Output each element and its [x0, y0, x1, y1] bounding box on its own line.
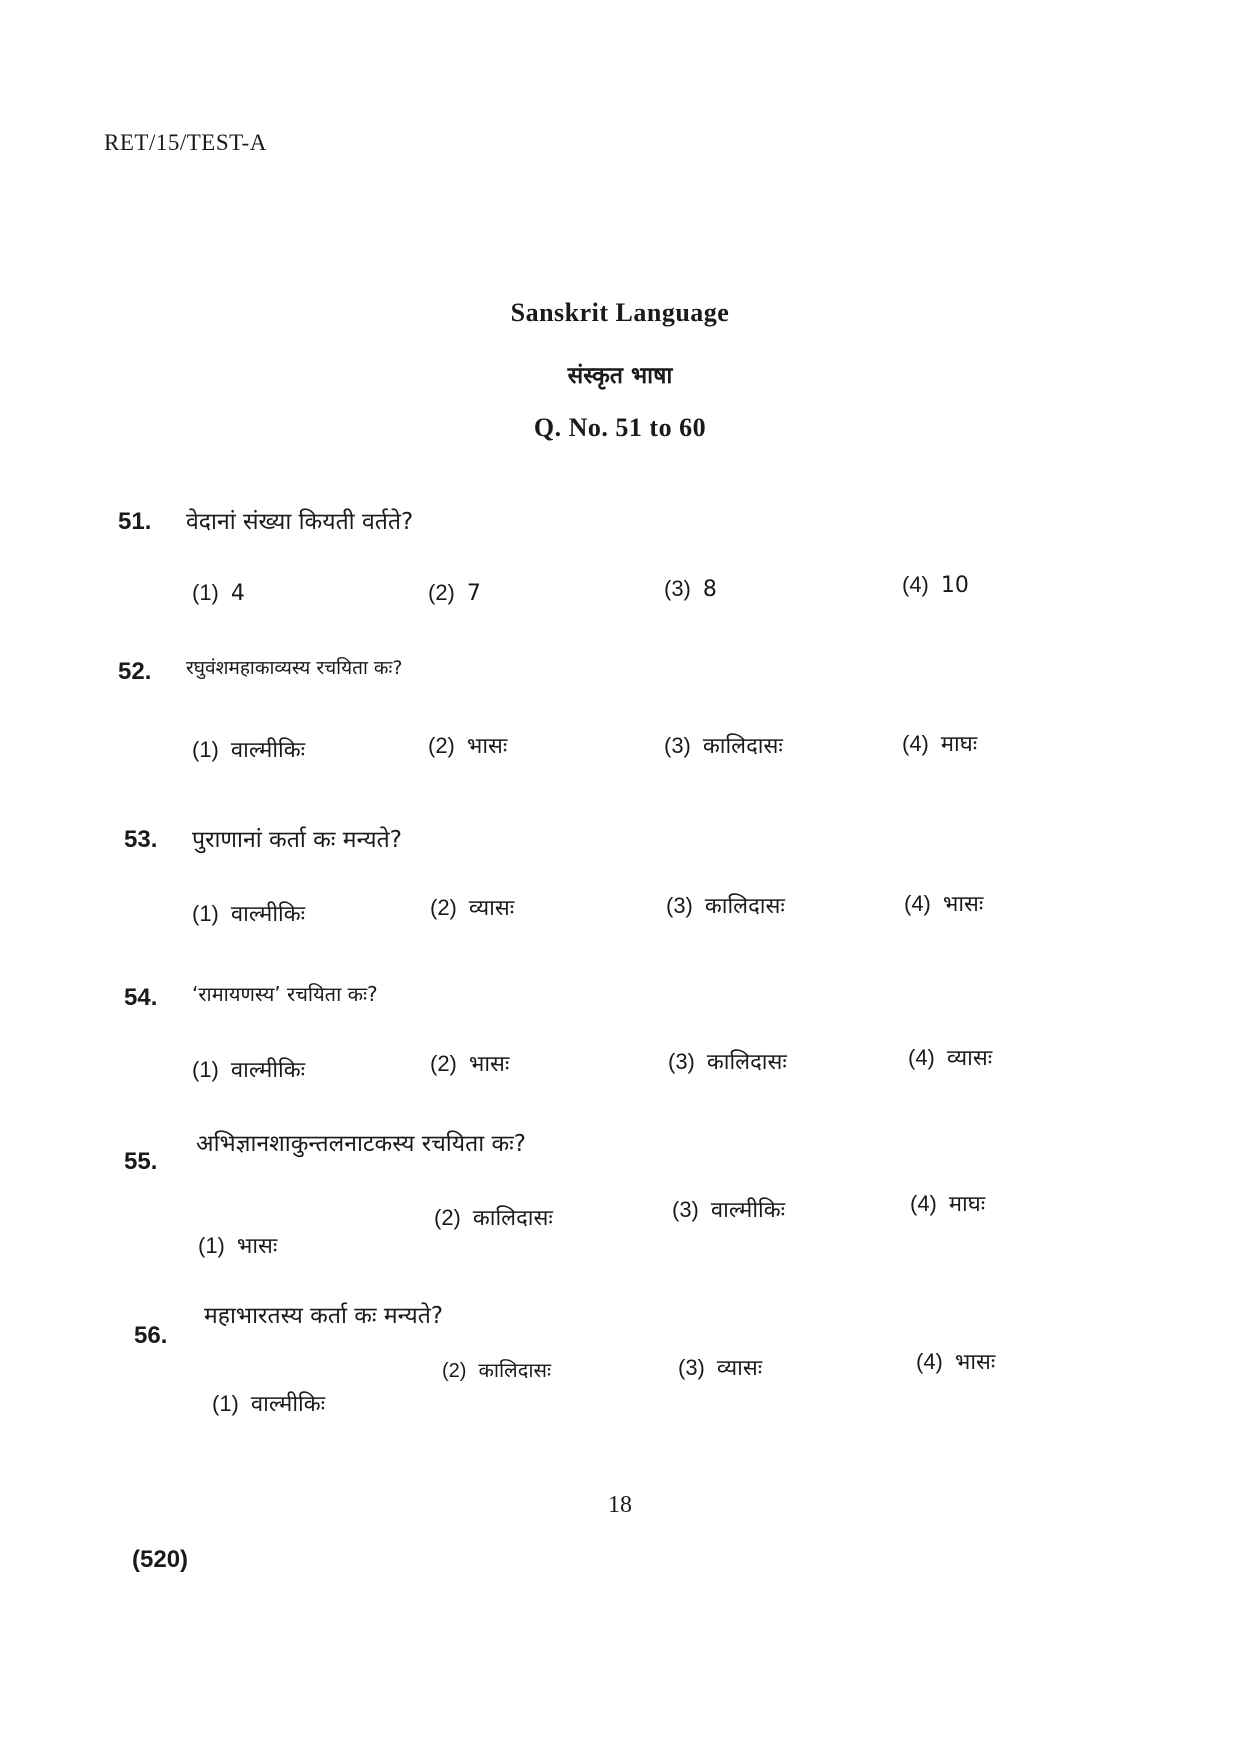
option-1[interactable]: (1) वाल्मीकिः	[192, 1057, 306, 1083]
question-text: पुराणानां कर्ता कः मन्यते?	[192, 827, 402, 853]
question-number: 52.	[118, 658, 152, 685]
question-range: Q. No. 51 to 60	[533, 413, 707, 442]
option-3[interactable]: (3) व्यासः	[678, 1355, 763, 1381]
question-text: ‘रामायणस्य’ रचयिता कः?	[192, 982, 378, 1006]
question-text: अभिज्ञानशाकुन्तलनाटकस्य रचयिता कः?	[196, 1131, 526, 1157]
option-4[interactable]: (4) 10	[902, 572, 969, 598]
option-1[interactable]: (1) वाल्मीकिः	[212, 1391, 326, 1417]
question-number: 53.	[124, 826, 158, 853]
page-number: 18	[608, 1492, 632, 1518]
option-4[interactable]: (4) भासः	[916, 1349, 996, 1375]
section-title-english: Sanskrit Language	[510, 298, 730, 327]
option-2[interactable]: (2) 7	[428, 580, 481, 606]
option-1[interactable]: (1) भासः	[198, 1233, 278, 1259]
option-3[interactable]: (3) 8	[664, 576, 717, 602]
option-3[interactable]: (3) कालिदासः	[666, 893, 785, 919]
paper-code: RET/15/TEST-A	[104, 130, 267, 155]
option-3[interactable]: (3) कालिदासः	[668, 1049, 787, 1075]
section-title-sanskrit: संस्कृत भाषा	[567, 363, 673, 389]
option-2[interactable]: (2) कालिदासः	[434, 1205, 553, 1231]
option-1[interactable]: (1) 4	[192, 580, 245, 606]
option-4[interactable]: (4) भासः	[904, 891, 984, 917]
question-number: 51.	[118, 508, 152, 535]
question-number: 55.	[124, 1148, 158, 1175]
option-4[interactable]: (4) व्यासः	[908, 1045, 993, 1071]
question-text: महाभारतस्य कर्ता कः मन्यते?	[204, 1303, 444, 1329]
option-2[interactable]: (2) व्यासः	[430, 895, 515, 921]
question-number: 54.	[124, 984, 158, 1011]
option-4[interactable]: (4) माघः	[902, 731, 978, 757]
footer-code: (520)	[132, 1546, 189, 1573]
option-2[interactable]: (2) कालिदासः	[442, 1358, 552, 1382]
option-3[interactable]: (3) वाल्मीकिः	[672, 1197, 786, 1223]
option-3[interactable]: (3) कालिदासः	[664, 733, 783, 759]
option-2[interactable]: (2) भासः	[430, 1051, 510, 1077]
question-text: रघुवंशमहाकाव्यस्य रचयिता कः?	[186, 657, 403, 679]
question-number: 56.	[134, 1322, 168, 1349]
option-1[interactable]: (1) वाल्मीकिः	[192, 737, 306, 763]
question-text: वेदानां संख्या कियती वर्तते?	[186, 509, 414, 535]
option-4[interactable]: (4) माघः	[910, 1191, 986, 1217]
option-2[interactable]: (2) भासः	[428, 733, 508, 759]
option-1[interactable]: (1) वाल्मीकिः	[192, 901, 306, 927]
